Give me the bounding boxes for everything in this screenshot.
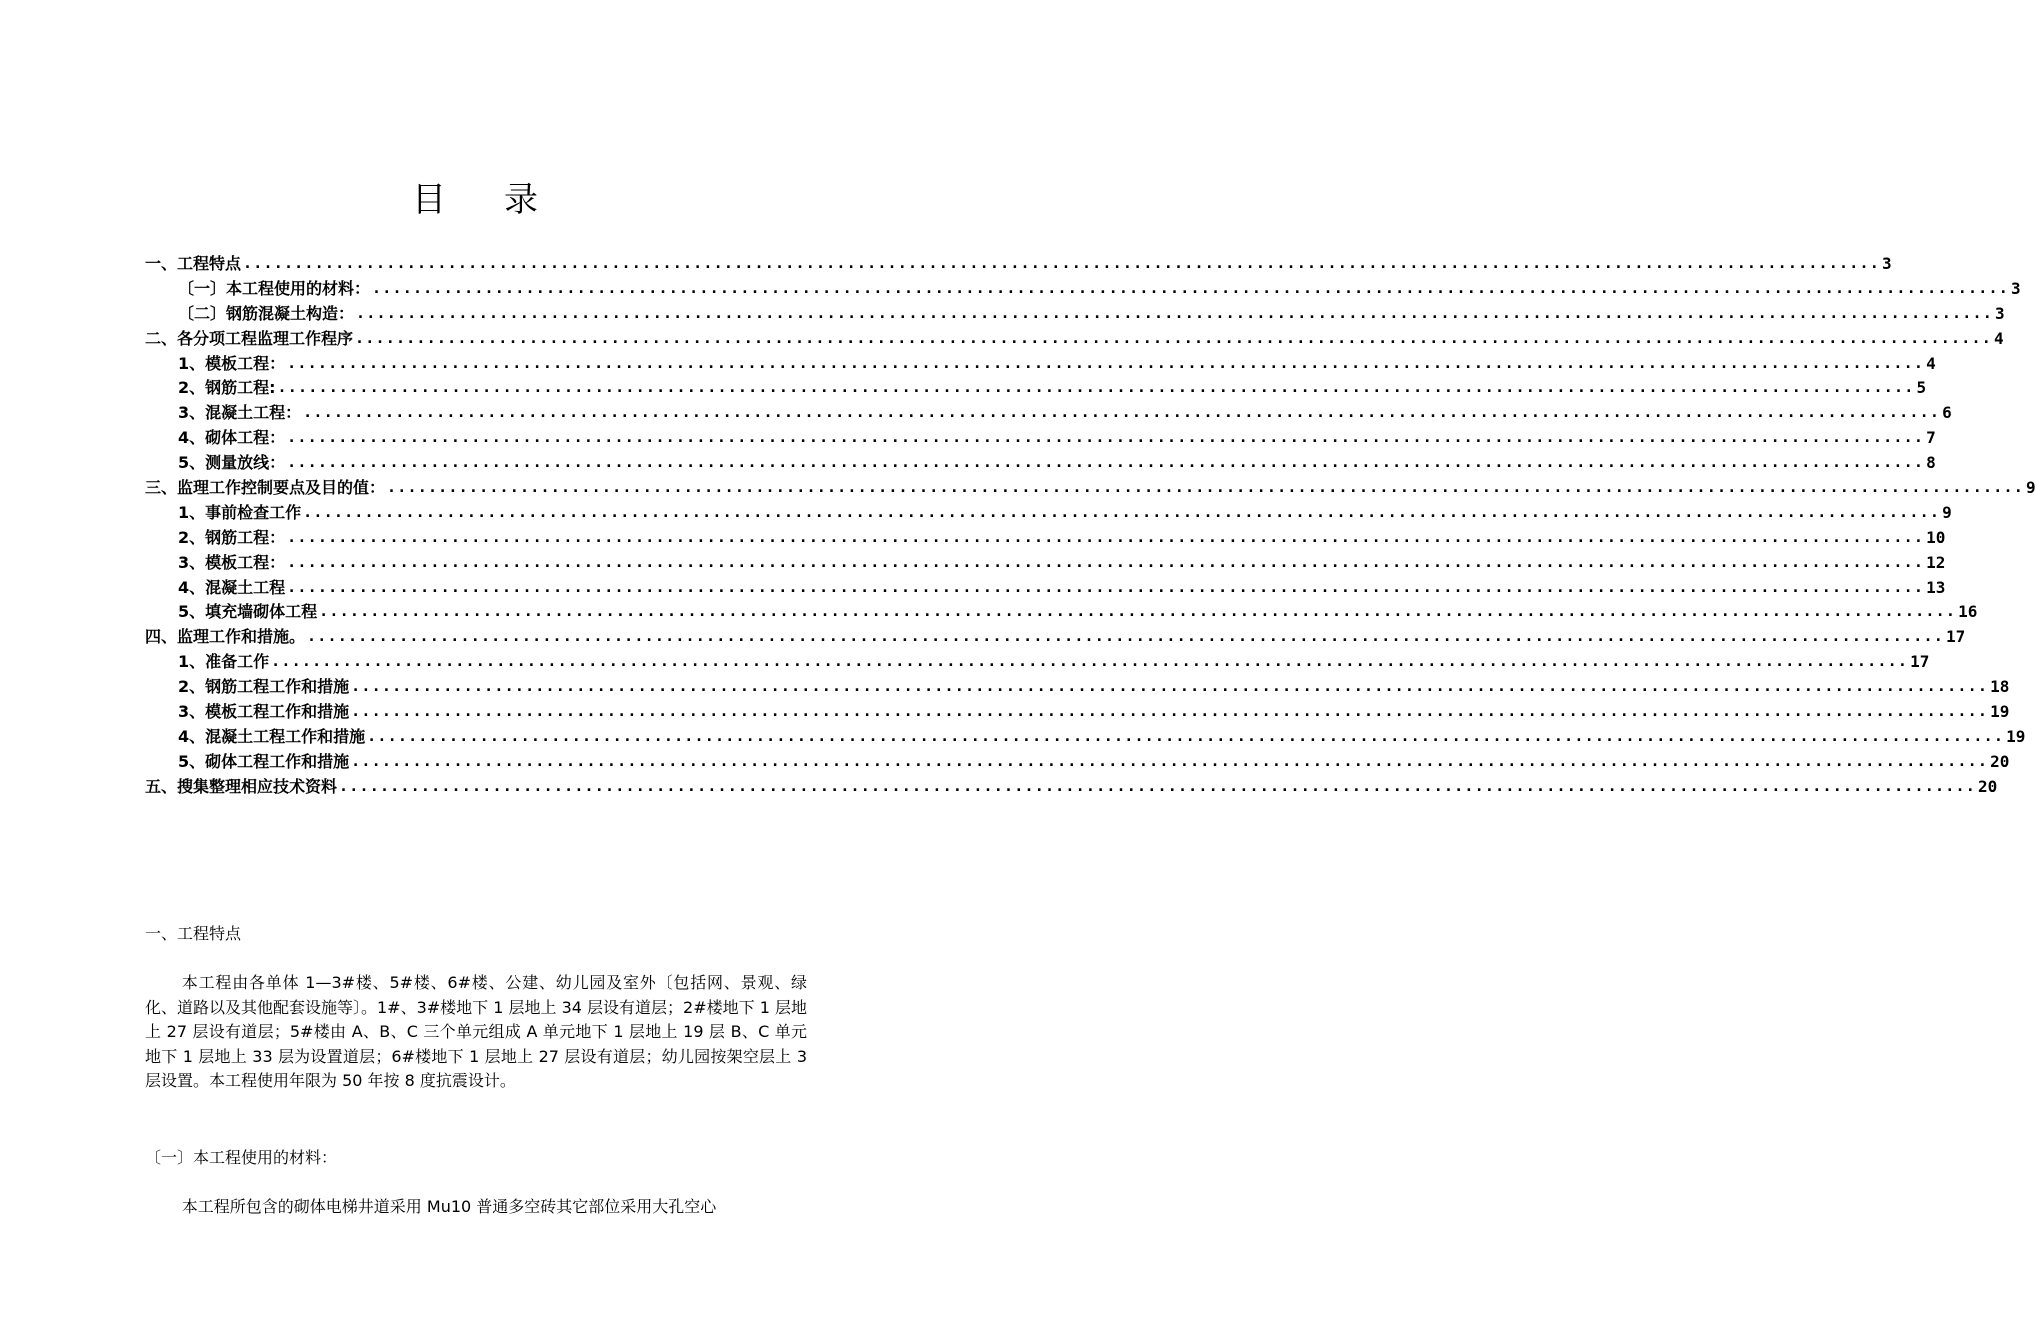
toc-leader-dots: ................................................................................................................................................................: [367, 726, 2005, 745]
toc-entry-page: 7: [1926, 428, 1936, 448]
toc-entry-text: 二、各分项工程监理工作程序: [145, 328, 354, 348]
toc-entry[interactable]: [145, 375, 1927, 400]
toc-entry-text: 四、监理工作和措施。: [145, 627, 306, 647]
toc-leader-dots: ................................................................................................................................................................: [387, 478, 2024, 497]
toc-entry[interactable]: [145, 749, 2010, 774]
toc-leader-dots: ................................................................................................................................................................: [243, 254, 1880, 272]
section-heading: 一、工程特点: [145, 924, 242, 943]
toc-leader-dots: ................................................................................................................................................................: [287, 527, 1925, 546]
toc-entry-page: 12: [1926, 552, 1946, 572]
toc-leader-dots: ................................................................................................................................................................: [319, 602, 1957, 621]
toc-leader-dots: ................................................................................................................................................................: [303, 502, 1941, 521]
toc-entry-page: 16: [1958, 602, 1978, 622]
toc-entry[interactable]: [145, 326, 2004, 351]
toc-entry-page: 3: [1881, 254, 1892, 273]
toc-entry-page: 3: [2010, 278, 2021, 298]
toc-entry-page: 17: [1910, 652, 1930, 672]
toc-entry[interactable]: [145, 450, 1936, 475]
table-of-contents: [145, 251, 2036, 799]
toc-entry[interactable]: [145, 599, 1978, 624]
section-paragraph: 本工程由各单体 1—3#楼、5#楼、6#楼、公建、幼儿园及室外〔包括网、景观、绿化、道路以及其他配套设施等〕。1#、3#楼地下 1 层地上 34 层设有道层；2#楼地下 1 层地上 27 层设有道层；5#楼由 A、B、C 三个单元组成 A 单元地下 1 层地上 19 层 B、C 单元地下 1 层地上 33 层为设置道层；6#楼地下 1 层地上 27 层设有道层；幼儿园按架空层上 3 层设置。本工程使用年限为 50 年按 8 度抗震设计。: [145, 973, 807, 1091]
toc-entry-text: 3、模板工程工作和措施: [178, 702, 350, 722]
toc-leader-dots: ................................................................................................................................................................: [287, 428, 1925, 447]
toc-entry-text: 〔一〕本工程使用的材料：: [178, 278, 371, 298]
toc-entry[interactable]: [145, 774, 1998, 799]
toc-entry-text: 5、填充墙砌体工程: [178, 602, 318, 622]
toc-entry-page: 17: [1945, 627, 1966, 647]
toc-entry-page: 9: [1942, 502, 1952, 522]
toc-entry-page: 20: [1990, 751, 2010, 771]
toc-entry-page: 20: [1977, 776, 1998, 796]
toc-leader-dots: ................................................................................................................................................................: [372, 278, 2009, 297]
toc-entry-page: 19: [1990, 702, 2010, 722]
toc-entry[interactable]: [145, 500, 1952, 525]
toc-title-part2: 录: [504, 180, 538, 220]
toc-entry-text: 2、钢筋工程工作和措施: [178, 677, 350, 697]
toc-entry[interactable]: [145, 351, 1936, 376]
toc-leader-dots: ................................................................................................................................................................: [287, 577, 1925, 596]
toc-leader-dots: ................................................................................................................................................................: [356, 303, 1993, 322]
toc-entry[interactable]: [145, 550, 1946, 575]
toc-entry-page: 6: [1942, 403, 1952, 423]
toc-entry-text: 4、混凝土工程: [178, 577, 286, 597]
toc-entry-page: 18: [1990, 677, 2010, 697]
toc-leader-dots: ................................................................................................................................................................: [271, 652, 1909, 671]
toc-entry-page: 10: [1926, 527, 1946, 547]
toc-leader-dots: ................................................................................................................................................................: [287, 552, 1925, 571]
toc-entry[interactable]: [145, 425, 1936, 450]
toc-entry-page: 13: [1926, 577, 1946, 597]
toc-entry[interactable]: [145, 624, 1966, 649]
toc-entry-text: 1、准备工作: [178, 652, 270, 672]
toc-entry-text: 4、砌体工程：: [178, 428, 286, 448]
toc-leader-dots: ................................................................................................................................................................: [351, 702, 1989, 721]
toc-entry[interactable]: [145, 525, 1946, 550]
toc-entry-page: 4: [1926, 353, 1936, 373]
toc-leader-dots: ................................................................................................................................................................: [351, 751, 1989, 770]
subsection-heading: 〔一〕本工程使用的材料：: [145, 1148, 338, 1167]
toc-leader-dots: ................................................................................................................................................................: [339, 776, 1976, 795]
toc-entry[interactable]: [145, 575, 1946, 600]
toc-entry-text: 4、混凝土工程工作和措施: [178, 726, 366, 746]
toc-entry-text: 3、模板工程：: [178, 552, 286, 572]
toc-entry-page: 5: [1916, 378, 1927, 398]
toc-title: [0, 178, 950, 222]
toc-entry-text: 3、混凝土工程：: [178, 403, 302, 423]
toc-entry-text: 1、模板工程：: [178, 353, 286, 373]
toc-entry-text: 一、工程特点: [145, 254, 242, 273]
toc-entry-text: 5、测量放线：: [178, 453, 286, 473]
toc-entry[interactable]: [145, 400, 1952, 425]
toc-entry[interactable]: [145, 674, 2010, 699]
toc-leader-dots: ................................................................................................................................................................: [351, 677, 1989, 696]
toc-entry[interactable]: [145, 251, 1892, 276]
toc-entry[interactable]: [145, 699, 2010, 724]
toc-entry[interactable]: [145, 276, 2021, 301]
toc-entry-page: 3: [1994, 303, 2005, 323]
toc-entry-page: 9: [2025, 478, 2036, 498]
toc-leader-dots: ................................................................................................................................................................: [307, 627, 1944, 646]
toc-leader-dots: ................................................................................................................................................................: [355, 328, 1992, 347]
toc-entry-text: 1、事前检查工作: [178, 502, 302, 522]
toc-entry[interactable]: [145, 301, 2005, 326]
toc-entry-text: 〔二〕钢筋混凝土构造：: [178, 303, 355, 323]
toc-leader-dots: ................................................................................................................................................................: [277, 378, 1915, 397]
toc-entry-text: 三、监理工作控制要点及目的值：: [145, 478, 386, 498]
subsection-paragraph: 本工程所包含的砌体电梯井道采用 Mu10 普通多空砖其它部位采用大孔空心: [181, 1197, 717, 1216]
toc-entry-text: 2、钢筋工程：: [178, 527, 286, 547]
toc-entry[interactable]: [145, 649, 1930, 674]
toc-entry-text: 五、搜集整理相应技术资料: [145, 776, 338, 796]
toc-entry-page: 8: [1926, 453, 1936, 473]
toc-title-part1: 目: [412, 180, 446, 220]
toc-entry[interactable]: [145, 475, 2036, 500]
toc-entry[interactable]: [145, 724, 2026, 749]
toc-leader-dots: ................................................................................................................................................................: [287, 353, 1925, 372]
toc-entry-page: 19: [2006, 726, 2026, 746]
toc-leader-dots: ................................................................................................................................................................: [303, 403, 1941, 422]
toc-entry-page: 4: [1993, 328, 2004, 348]
toc-leader-dots: ................................................................................................................................................................: [287, 453, 1925, 472]
toc-entry-text: 2、钢筋工程:: [178, 378, 276, 398]
toc-entry-text: 5、砌体工程工作和措施: [178, 751, 350, 771]
